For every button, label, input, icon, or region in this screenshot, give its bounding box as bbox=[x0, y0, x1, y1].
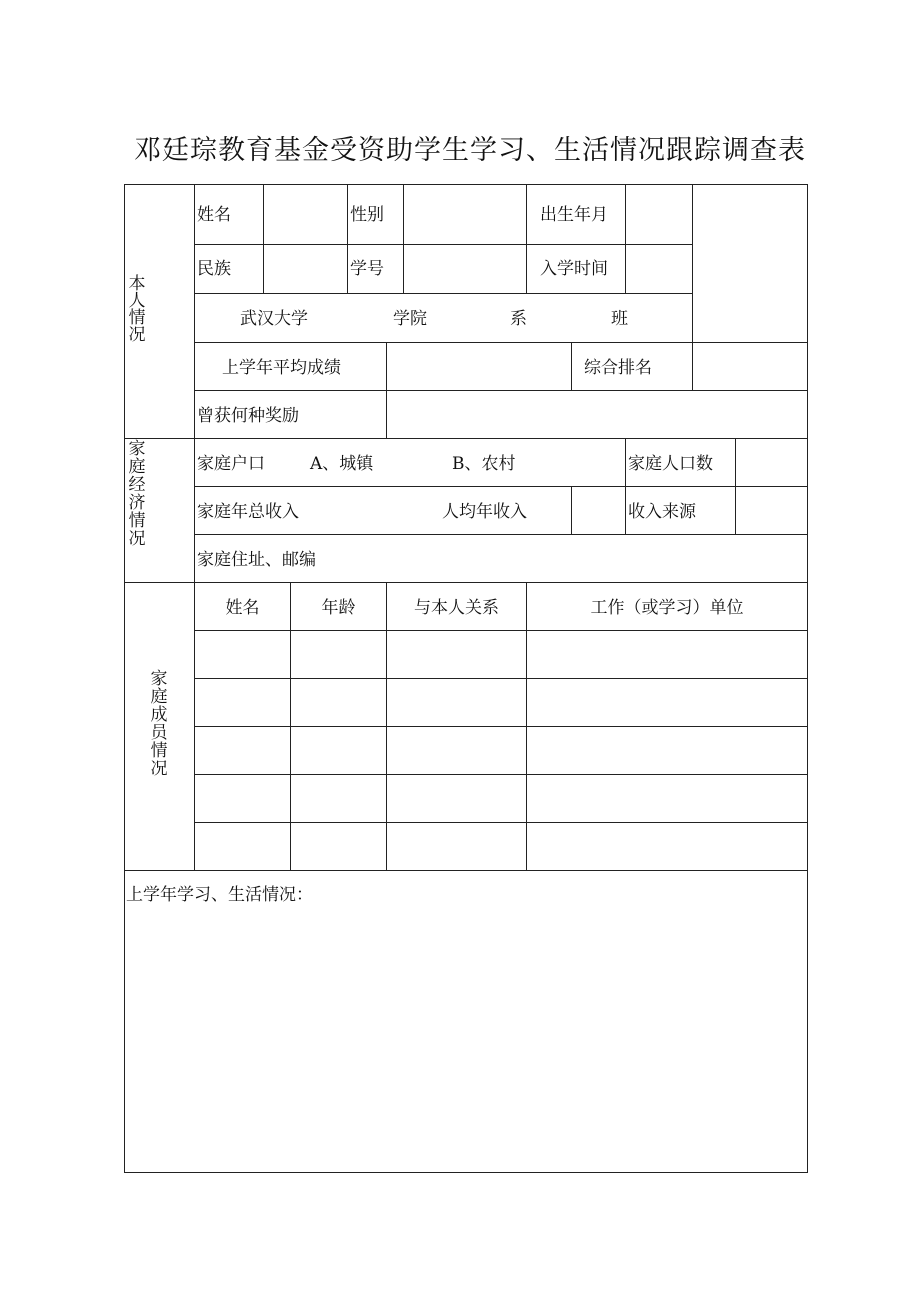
label-household: 家庭户口 bbox=[197, 454, 265, 474]
label-income-source: 收入来源 bbox=[628, 502, 696, 522]
vline bbox=[526, 184, 527, 293]
label-university: 武汉大学 bbox=[240, 309, 308, 329]
hline bbox=[194, 293, 693, 294]
label-family-size: 家庭人口数 bbox=[628, 454, 713, 474]
hline bbox=[194, 630, 807, 631]
hline bbox=[194, 822, 807, 823]
label-birth: 出生年月 bbox=[540, 205, 608, 225]
vline bbox=[526, 582, 527, 870]
vline bbox=[386, 342, 387, 438]
label-rank: 综合排名 bbox=[584, 358, 652, 378]
hline bbox=[194, 486, 807, 487]
label-gender: 性别 bbox=[350, 205, 384, 225]
hline bbox=[124, 582, 807, 583]
section-label-members: 家 庭 成 员 情 况 bbox=[150, 669, 168, 779]
vline bbox=[571, 342, 572, 390]
label-annual-income: 家庭年总收入 bbox=[197, 502, 299, 522]
option-rural: B、农村 bbox=[452, 454, 516, 474]
hline bbox=[194, 342, 807, 343]
header-member-age: 年龄 bbox=[321, 598, 356, 618]
vline bbox=[263, 184, 264, 293]
header-member-name: 姓名 bbox=[225, 598, 260, 618]
label-student-id: 学号 bbox=[350, 259, 384, 279]
label-summary: 上学年学习、生活情况： bbox=[126, 885, 313, 905]
hline bbox=[194, 726, 807, 727]
vline bbox=[347, 184, 348, 293]
label-college: 学院 bbox=[393, 309, 427, 329]
section-label-personal: 本 人 情 况 bbox=[128, 274, 146, 345]
section-label-economy: 家 庭 经 济 情 况 bbox=[128, 439, 146, 549]
vline bbox=[194, 184, 195, 870]
vline bbox=[692, 184, 693, 390]
label-ethnicity: 民族 bbox=[197, 259, 231, 279]
form-title: 邓廷琮教育基金受资助学生学习、生活情况跟踪调查表 bbox=[134, 135, 806, 166]
label-per-capita: 人均年收入 bbox=[442, 502, 527, 522]
vline bbox=[403, 184, 404, 293]
label-class: 班 bbox=[611, 309, 628, 329]
label-department: 系 bbox=[510, 309, 527, 329]
label-enroll-time: 入学时间 bbox=[540, 259, 608, 279]
survey-table bbox=[124, 184, 808, 1173]
hline bbox=[194, 678, 807, 679]
vline bbox=[735, 438, 736, 534]
hline bbox=[194, 244, 693, 245]
hline bbox=[194, 390, 807, 391]
vline bbox=[625, 184, 626, 293]
vline bbox=[571, 486, 572, 534]
vline bbox=[386, 582, 387, 870]
header-member-relation: 与本人关系 bbox=[414, 598, 499, 618]
hline bbox=[194, 534, 807, 535]
vline bbox=[625, 438, 626, 534]
label-address: 家庭住址、邮编 bbox=[197, 550, 316, 570]
option-urban: A、城镇 bbox=[310, 454, 374, 474]
hline bbox=[124, 870, 807, 871]
header-member-workplace: 工作（或学习）单位 bbox=[590, 598, 744, 618]
hline bbox=[194, 774, 807, 775]
label-awards: 曾获何种奖励 bbox=[197, 406, 299, 426]
vline bbox=[290, 582, 291, 870]
hline bbox=[124, 438, 807, 439]
label-avg-score: 上学年平均成绩 bbox=[222, 358, 341, 378]
label-name: 姓名 bbox=[197, 205, 231, 225]
